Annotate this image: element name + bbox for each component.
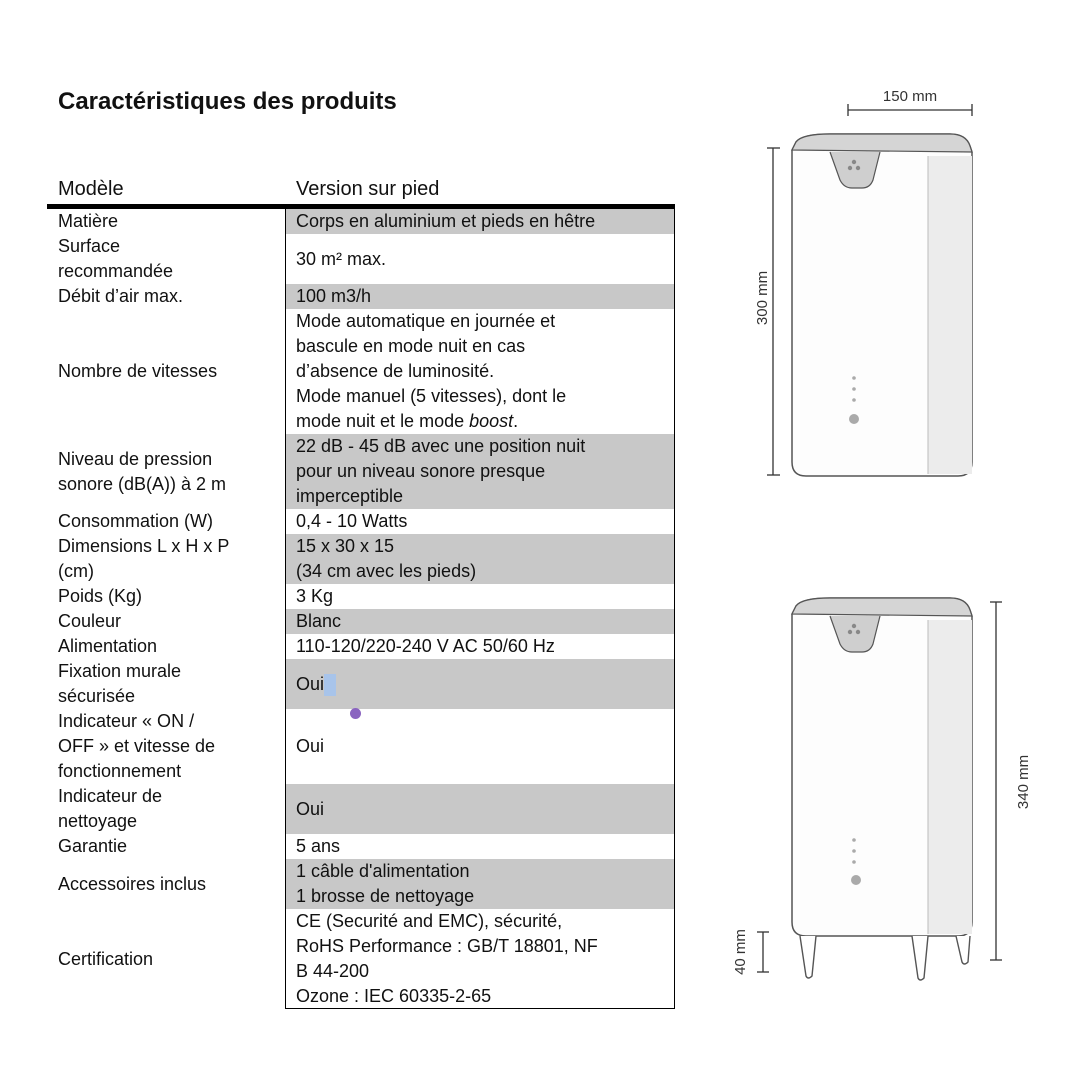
row-value-text: Oui: [296, 736, 325, 756]
row-value-text: bascule en mode nuit en cas: [296, 336, 526, 356]
row-value-text: pour un niveau sonore presque: [296, 461, 546, 481]
row-value-text: 22 dB - 45 dB avec une position nuit: [296, 436, 586, 456]
row-value-text: Mode automatique en journée et: [296, 311, 556, 331]
header-model: Modèle: [58, 178, 124, 200]
row-value-text: RoHS Performance : GB/T 18801, NF: [296, 935, 598, 956]
height-dimension-label-bottom: 340 mm: [1015, 754, 1032, 810]
page-title: Caractéristiques des produits: [58, 88, 397, 115]
row-label-line: fonctionnement: [58, 761, 182, 781]
row-label-line: Surface: [58, 236, 121, 256]
row-label-line: OFF » et vitesse de: [58, 736, 216, 756]
row-value-text: Ozone : IEC 60335-2-65: [296, 985, 492, 1006]
row-value-text: Oui: [296, 798, 325, 819]
row-label-line: Nombre de vitesses: [58, 361, 218, 381]
row-value-text: CE (Securité and EMC), sécurité,: [296, 910, 563, 931]
legs-dimension-label: 40 mm: [732, 929, 749, 975]
row-label-line: Alimentation: [58, 636, 158, 656]
row-value-text: Corps en aluminium et pieds en hêtre: [296, 211, 596, 231]
row-label-line: Dimensions L x H x P: [58, 536, 230, 556]
row-value-text: Mode manuel (5 vitesses), dont le: [296, 386, 567, 406]
device-top-drawing: [754, 88, 972, 476]
row-label-line: Poids (Kg): [58, 586, 143, 606]
row-value-text: 5 ans: [296, 836, 341, 856]
row-value-text: 30 m² max.: [296, 248, 387, 269]
row-label-line: Consommation (W): [58, 511, 214, 531]
row-value-text: 110-120/220-240 V AC 50/60 Hz: [296, 636, 555, 656]
row-value-text: 1 câble d'alimentation: [296, 861, 470, 881]
row-value-text: Blanc: [296, 611, 342, 631]
row-label-line: Débit d’air max.: [58, 286, 184, 306]
row-label-line: nettoyage: [58, 811, 138, 831]
row-label-line: sonore (dB(A)) à 2 m: [58, 473, 227, 494]
row-value-text: 1 brosse de nettoyage: [296, 886, 475, 906]
row-label-line: (cm): [58, 561, 94, 581]
row-value-text: Oui: [296, 673, 325, 694]
row-label-line: Indicateur « ON /: [58, 711, 195, 731]
device-bottom-drawing: [732, 598, 1032, 980]
row-value-text: 100 m3/h: [296, 286, 372, 306]
row-label-line: Niveau de pression: [58, 448, 213, 469]
row-label-line: Couleur: [58, 611, 122, 631]
row-label-line: Indicateur de: [58, 786, 163, 806]
row-label-line: Certification: [58, 948, 154, 969]
row-label-line: Matière: [58, 211, 119, 231]
row-value-text: 0,4 - 10 Watts: [296, 511, 408, 531]
row-label-line: sécurisée: [58, 686, 136, 706]
row-label-line: recommandée: [58, 261, 174, 281]
row-value-text: 15 x 30 x 15: [296, 536, 395, 556]
width-dimension-label: 150 mm: [882, 88, 938, 105]
row-value-text: mode nuit et le mode boost.: [296, 411, 519, 431]
row-value-text: d’absence de luminosité.: [296, 361, 495, 381]
header-version: Version sur pied: [296, 178, 440, 200]
row-label-line: Accessoires inclus: [58, 873, 207, 894]
row-value-text: B 44-200: [296, 960, 370, 981]
height-dimension-label-top: 300 mm: [754, 270, 771, 326]
row-value-text: 3 Kg: [296, 586, 334, 606]
row-value-text: (34 cm avec les pieds): [296, 561, 477, 581]
row-label-line: Garantie: [58, 836, 128, 856]
row-label-line: Fixation murale: [58, 661, 182, 681]
row-value-text: imperceptible: [296, 486, 404, 506]
